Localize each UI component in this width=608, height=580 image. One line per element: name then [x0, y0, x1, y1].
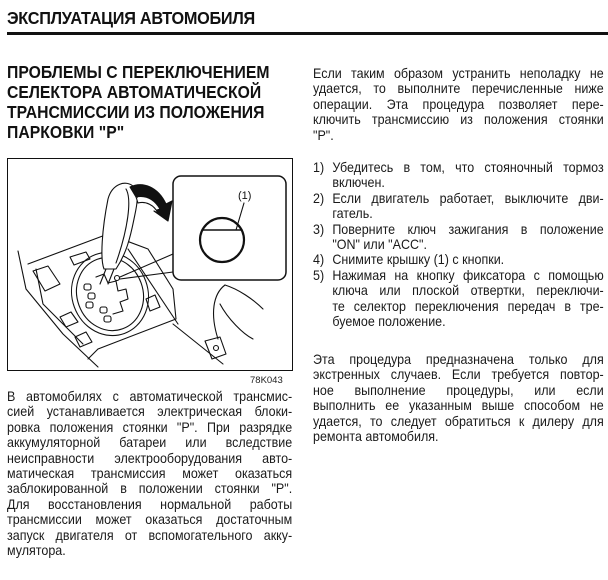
procedure-steps	[313, 160, 604, 329]
right-outro-paragraph	[313, 352, 604, 444]
section-header: ЭКСПЛУАТАЦИЯ АВТОМОБИЛЯ	[7, 8, 255, 28]
console-button	[75, 332, 92, 347]
paragraph-line: аккумуляторной батареи или вследствие	[7, 435, 293, 451]
step-number: 4)	[313, 252, 325, 268]
paragraph-line: Если таким образом устранить неполадку не	[313, 66, 604, 81]
step-line: Убедитесь в том, что стояночный тормоз	[332, 160, 604, 175]
title-line: ТРАНСМИССИИ ИЗ ПОЛОЖЕНИЯ	[7, 102, 265, 122]
step-item	[313, 160, 604, 191]
screwdriver	[225, 285, 263, 309]
paragraph-line: Для восстановления нормальной работы	[7, 496, 293, 512]
step-item	[313, 268, 604, 330]
paragraph-line: запуск двигателя от вспомогательного акку-	[7, 527, 293, 543]
paragraph-line: удается, то следует обратиться к дилеру для	[313, 413, 604, 429]
left-paragraph	[7, 389, 292, 558]
step-number: 2)	[313, 190, 325, 206]
section-title	[7, 62, 277, 142]
step-line: Поверните ключ зажигания в положение	[332, 221, 604, 237]
shift-lever-illustration	[8, 159, 294, 372]
console-button	[33, 266, 60, 291]
callout-label: (1)	[238, 190, 252, 202]
paragraph-line: удается, то выполните перечисленные ниже	[313, 81, 604, 97]
step-line: ключа или плоской отвертки, переключи-	[332, 283, 604, 299]
step-line: гатель.	[332, 206, 373, 222]
console-edge	[18, 251, 98, 367]
step-line: Нажимая на кнопку фиксатора с помощью	[332, 267, 604, 283]
paragraph-line: трансмиссии может оказаться достаточным	[7, 512, 293, 528]
console-edge	[36, 269, 83, 344]
console-edge	[128, 249, 178, 324]
paragraph-line: ключить трансмиссию из положения стоянки	[313, 112, 604, 128]
step-line: буемое положение.	[332, 314, 446, 330]
paragraph-line: сией устанавливается электрическая блоки-	[7, 404, 293, 420]
step-item	[313, 191, 604, 222]
magnified-inset	[173, 176, 286, 280]
step-item	[313, 252, 604, 267]
step-number: 3)	[313, 221, 325, 237]
paragraph-line: экстренных случаев. Если требуется повтор-	[313, 367, 604, 383]
paragraph-line: "P".	[313, 127, 334, 143]
paragraph-line: заблокированной в положении стоянки "P".	[7, 481, 293, 497]
gear-position-marker	[100, 307, 107, 313]
header-rule	[7, 32, 608, 35]
paragraph-line: неисправности электрооборудования авто-	[7, 450, 293, 466]
step-line: Если двигатель работает, выключите дви-	[332, 190, 604, 206]
right-intro-paragraph	[313, 66, 604, 143]
paragraph-line: ремонта автомобиля.	[313, 429, 439, 445]
shift-lever-knob	[102, 183, 137, 269]
paragraph-line: ровка положения стоянки "P". При разрядке	[7, 419, 293, 435]
step-number: 1)	[313, 160, 325, 175]
screwdriver	[220, 304, 253, 339]
illustration-figure	[7, 158, 293, 371]
step-line: те селектор переключения передач в тре-	[332, 298, 604, 314]
paragraph-line: В автомобилях с автоматической трансмис-	[7, 389, 293, 404]
figure-code: 78K043	[250, 375, 283, 386]
paragraph-line: операции. Эта процедура позволяет пере-	[313, 96, 604, 112]
paragraph-line: ное выполнение процедуры, или если	[313, 382, 604, 398]
screwdriver-tip	[205, 337, 226, 359]
gear-position-marker	[104, 316, 111, 322]
step-line: Снимите крышку (1) с кнопки.	[332, 252, 505, 268]
lock-release-cover	[115, 276, 120, 281]
paragraph-line: мулятора.	[7, 543, 66, 559]
step-number: 5)	[313, 267, 325, 283]
title-line: ПАРКОВКИ "P"	[7, 122, 125, 142]
paragraph-line: выполнить ее указанным выше способом не	[313, 398, 604, 414]
console-button	[60, 312, 78, 327]
screwdriver	[214, 285, 225, 339]
screwdriver-hole	[214, 346, 219, 351]
gear-position-marker	[84, 284, 91, 290]
step-item	[313, 222, 604, 253]
gear-position-marker	[86, 302, 93, 308]
step-line: "ON" или "ACC".	[332, 237, 427, 253]
title-line: СЕЛЕКТОРА АВТОМАТИЧЕСКОЙ	[7, 82, 262, 102]
step-line: включен.	[332, 175, 385, 191]
gear-position-marker	[88, 293, 95, 299]
title-line: ПРОБЛЕМЫ С ПЕРЕКЛЮЧЕНИЕМ	[7, 62, 270, 82]
paragraph-line: матическая трансмиссия может оказаться	[7, 466, 293, 482]
paragraph-line: Эта процедура предназначена только для	[313, 352, 604, 367]
